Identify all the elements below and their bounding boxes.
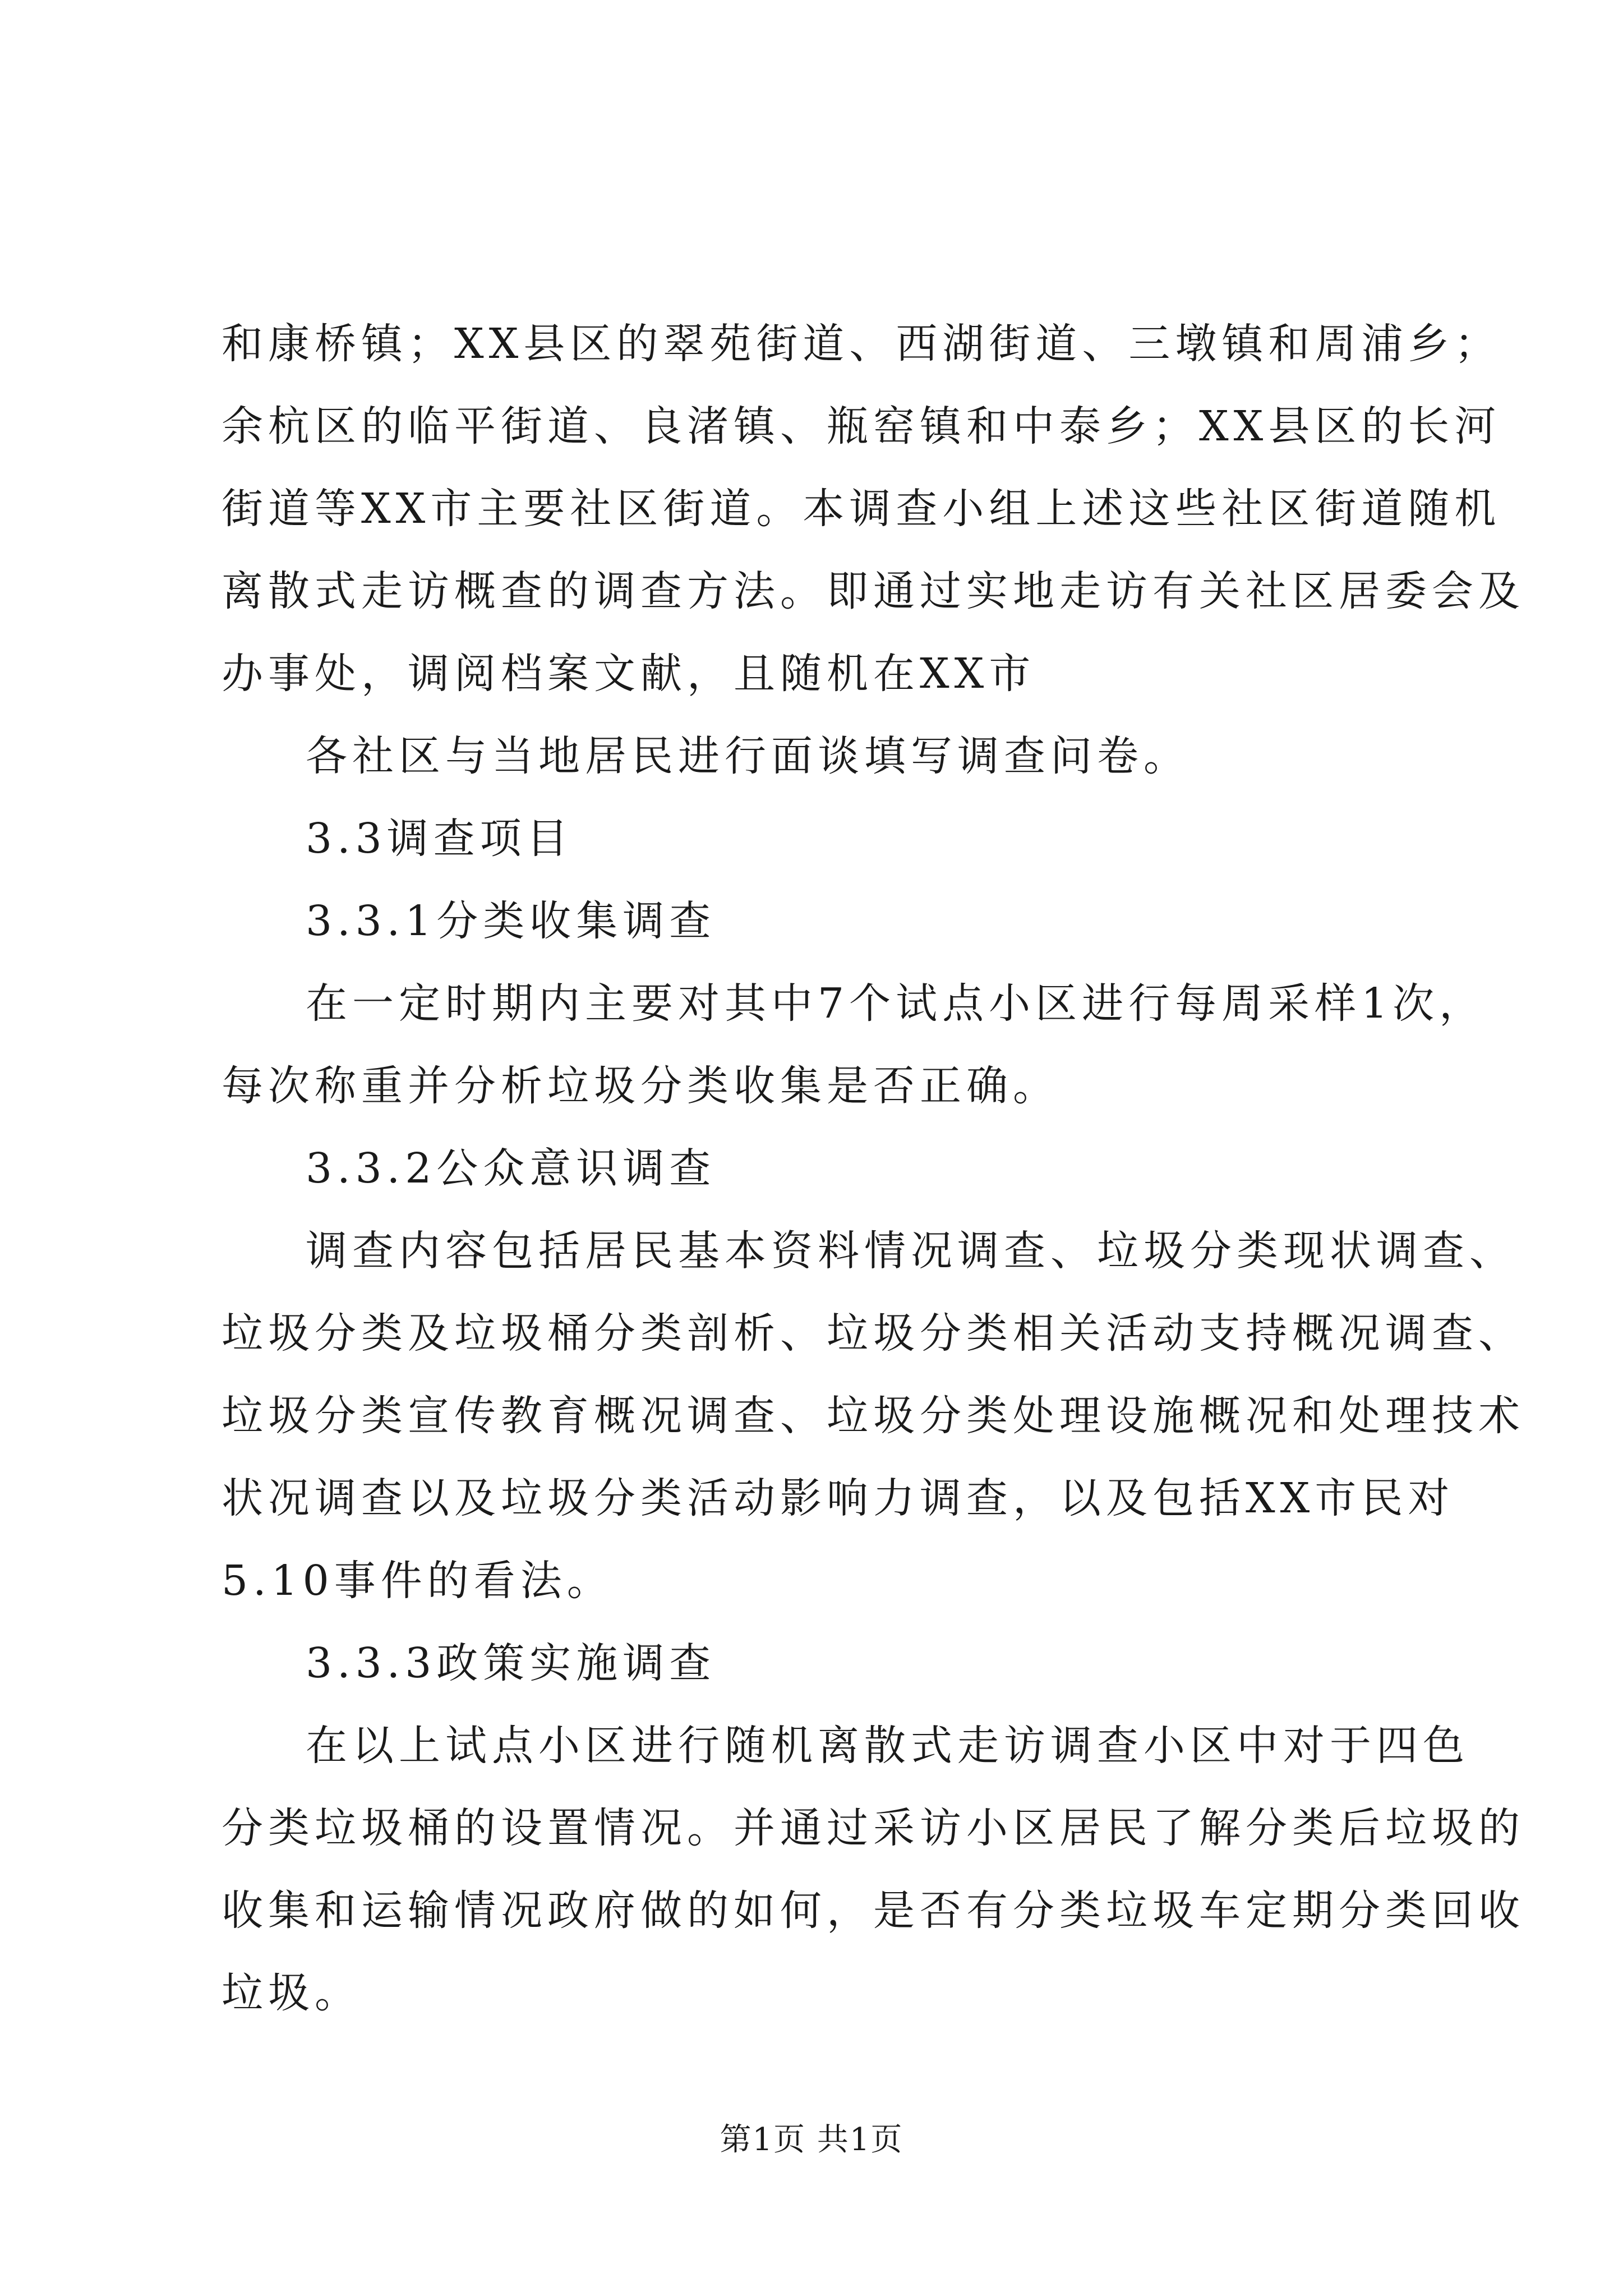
text-line: 调查内容包括居民基本资料情况调查、垃圾分类现状调查、 bbox=[306, 1227, 1516, 1275]
subsection-heading: 3.3.1分类收集调查 bbox=[306, 897, 716, 945]
text-line: 和康桥镇；XX县区的翠苑街道、西湖街道、三墩镇和周浦乡； bbox=[222, 320, 1501, 368]
text-line: 在以上试点小区进行随机离散式走访调查小区中对于四色 bbox=[306, 1722, 1469, 1770]
text-line: 街道等XX市主要社区街道。本调查小组上述这些社区街道随机 bbox=[222, 485, 1501, 533]
text-line: 每次称重并分析垃圾分类收集是否正确。 bbox=[222, 1062, 1059, 1110]
text-line: 办事处，调阅档案文献，且随机在XX市 bbox=[222, 650, 1036, 698]
text-line: 收集和运输情况政府做的如何，是否有分类垃圾车定期分类回收 bbox=[222, 1887, 1525, 1935]
text-line: 余杭区的临平街道、良渚镇、瓶窑镇和中泰乡；XX县区的长河 bbox=[222, 402, 1501, 450]
text-line: 状况调查以及垃圾分类活动影响力调查，以及包括XX市民对 bbox=[222, 1474, 1455, 1522]
text-line: 离散式走访概查的调查方法。即通过实地走访有关社区居委会及 bbox=[222, 567, 1525, 615]
subsection-heading: 3.3.3政策实施调查 bbox=[306, 1639, 716, 1687]
page-number-footer: 第1页 共1页 bbox=[720, 2122, 903, 2158]
section-heading: 3.3调查项目 bbox=[306, 815, 573, 863]
text-line: 分类垃圾桶的设置情况。并通过采访小区居民了解分类后垃圾的 bbox=[222, 1804, 1525, 1852]
text-line: 垃圾分类及垃圾桶分类剖析、垃圾分类相关活动支持概况调查、 bbox=[222, 1309, 1525, 1358]
document-body bbox=[222, 303, 1525, 2035]
text-line: 5.10事件的看法。 bbox=[222, 1557, 614, 1605]
text-line: 垃圾分类宣传教育概况调查、垃圾分类处理设施概况和处理技术 bbox=[222, 1392, 1525, 1440]
text-line: 垃圾。 bbox=[222, 1969, 361, 2017]
subsection-heading: 3.3.2公众意识调查 bbox=[306, 1144, 716, 1193]
text-line: 在一定时期内主要对其中7个试点小区进行每周采样1次， bbox=[306, 979, 1486, 1028]
text-line: 各社区与当地居民进行面谈填写调查问卷。 bbox=[306, 732, 1190, 780]
